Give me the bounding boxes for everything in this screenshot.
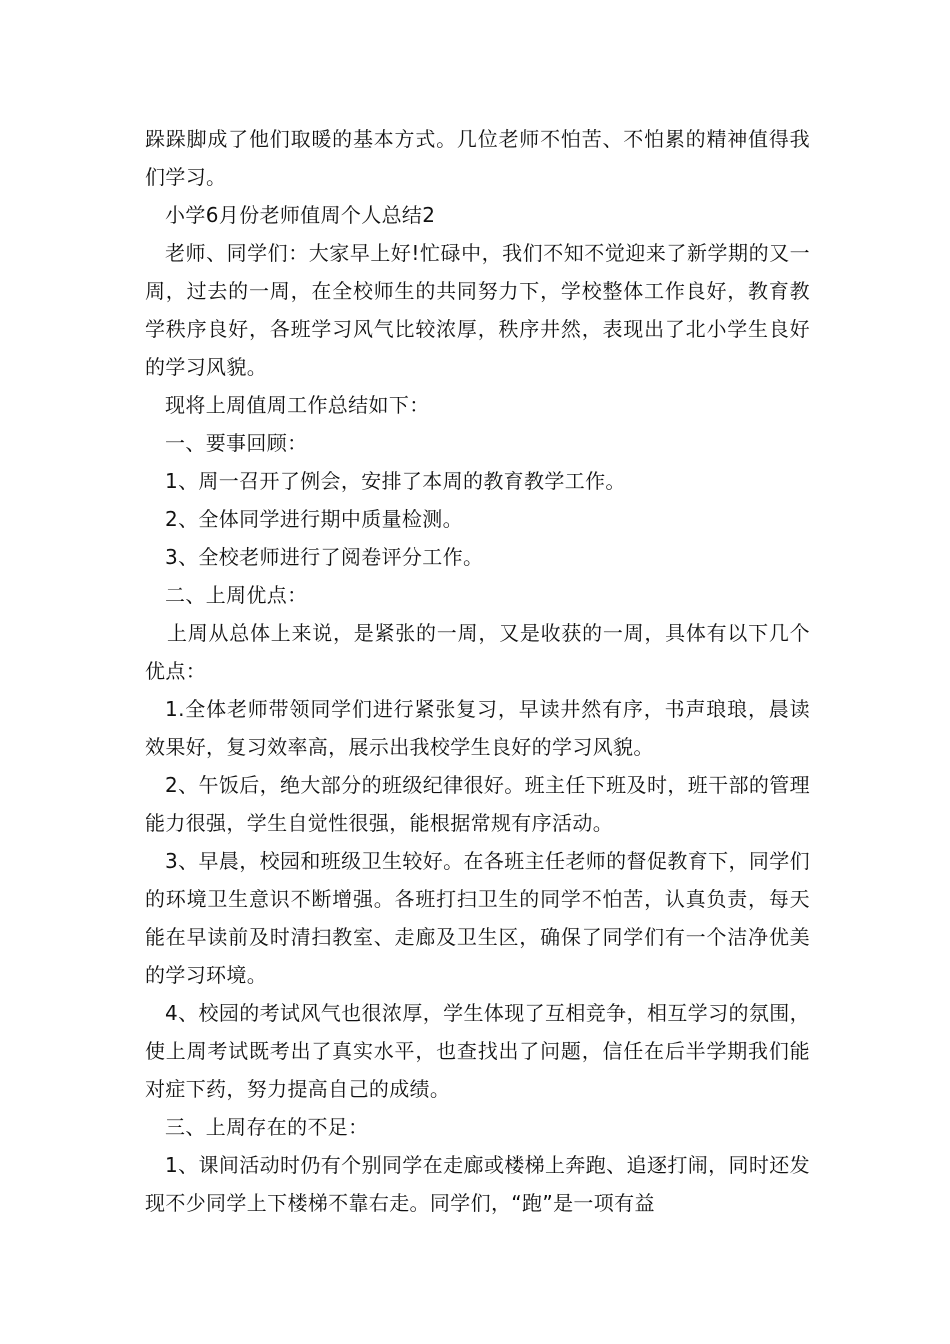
list-item: 1.全体老师带领同学们进行紧张复习，早读井然有序，书声琅琅，晨读效果好，复习效率高，展示出我校学生良好的学习风貌。 <box>145 697 810 759</box>
subheading-review: 一、要事回顾： <box>165 431 308 455</box>
list-item: 1、周一召开了例会，安排了本周的教育教学工作。 <box>165 469 626 493</box>
list-item: 3、全校老师进行了阅卷评分工作。 <box>165 545 484 569</box>
paragraph-strengths-intro: 上周从总体上来说，是紧张的一周，又是收获的一周，具体有以下几个优点： <box>145 621 810 683</box>
paragraph-intro: 现将上周值周工作总结如下： <box>165 393 430 417</box>
list-item: 4、校园的考试风气也很浓厚，学生体现了互相竞争，相互学习的氛围，使上周考试既考出了真实水平，也查找出了问题，信任在后半学期我们能对症下药，努力提高自己的成绩。 <box>145 1001 810 1101</box>
list-item: 1、课间活动时仍有个别同学在走廊或楼梯上奔跑、追逐打闹，同时还发现不少同学上下楼梯不靠右走。同学们，“跑”是一项有益 <box>145 1153 810 1215</box>
document-body <box>145 120 810 1222</box>
list-item: 3、早晨，校园和班级卫生较好。在各班主任老师的督促教育下，同学们的环境卫生意识不断增强。各班打扫卫生的同学不怕苦，认真负责，每天能在早读前及时清扫教室、走廊及卫生区，确保了同学们有一个洁净优美的学习环境。 <box>145 849 810 987</box>
paragraph-greeting: 老师、同学们：大家早上好!忙碌中，我们不知不觉迎来了新学期的又一周，过去的一周，在全校师生的共同努力下，学校整体工作良好，教育教学秩序良好，各班学习风气比较浓厚，秩序井然，表现出了北小学生良好的学习风貌。 <box>145 241 810 379</box>
subheading-strengths: 二、上周优点： <box>165 583 308 607</box>
paragraph-continuation: 跺跺脚成了他们取暖的基本方式。几位老师不怕苦、不怕累的精神值得我们学习。 <box>145 127 810 189</box>
subheading-shortcomings: 三、上周存在的不足： <box>165 1115 369 1139</box>
list-item: 2、午饭后，绝大部分的班级纪律很好。班主任下班及时，班干部的管理能力很强，学生自觉性很强，能根据常规有序活动。 <box>145 773 810 835</box>
list-item: 2、全体同学进行期中质量检测。 <box>165 507 463 531</box>
section-heading: 小学6月份老师值周个人总结2 <box>165 203 436 227</box>
